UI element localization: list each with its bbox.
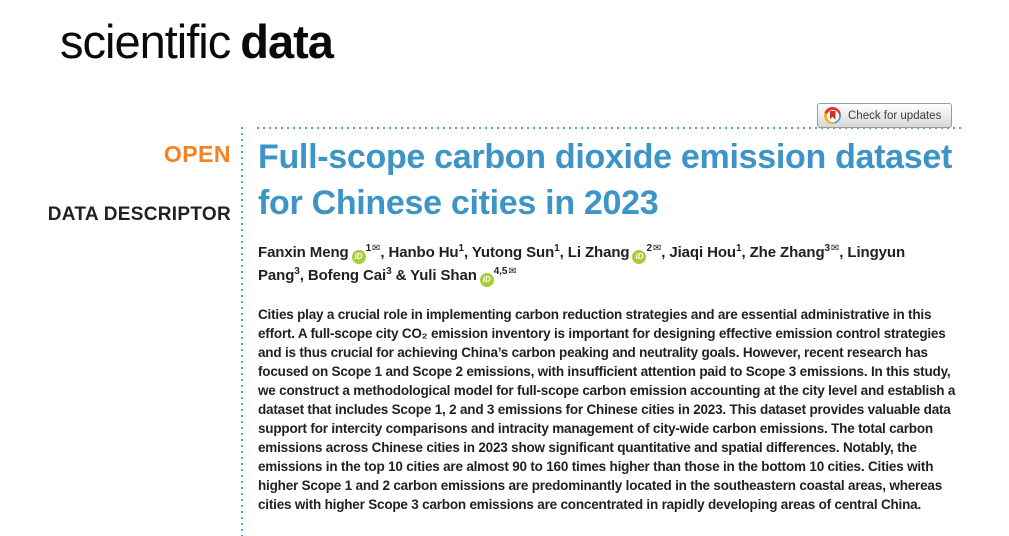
abstract-text: Cities play a crucial role in implementing carbon reduction strategies and are essential administrative in this effort. A full-scope city CO₂ emission inventory is important for designing effective emission control strategies and is thus crucial for achieving China’s carbon peaking and neutrality goals. However, recent research has focused on Scope 1 and Scope 2 emissions, with insufficient attention paid to Scope 3 emissions. In this study, we construct a methodological model for full-scope carbon emission accounting at the city level and establish a dataset that includes Scope 1, 2 and 3 emissions for Chinese cities in 2023. This dataset provides valuable data support for intercity comparisons and intracity management of city-wide carbon emissions. The total carbon emissions across Chinese cities in 2023 show significant quantitative and spatial differences. Notably, the emissions in the top 10 cities are almost 90 to 160 times higher than those in the bottom 10 cities. Cities with higher Scope 1 and 2 carbon emissions are predominantly located in the southeastern coastal areas, whereas cities with higher Scope 3 carbon emissions are concentrated in rapidly developing areas of central China. [258, 307, 956, 512]
author-name: Hanbo Hu [388, 244, 459, 261]
article-type-label: DATA DESCRIPTOR [47, 204, 231, 225]
author-affiliation-superscript: 3 [294, 266, 300, 277]
email-icon[interactable]: ✉ [652, 243, 662, 254]
author-affiliation-superscript: 3✉ [824, 243, 840, 254]
author-separator: , [299, 267, 308, 284]
article-title: Full-scope carbon dioxide emission dataset for Chinese cities in 2023 [258, 138, 953, 222]
author-list [258, 241, 964, 287]
journal-logo [60, 14, 333, 69]
author-name: Li Zhang [567, 244, 630, 261]
journal-logo-bold: data [240, 15, 333, 68]
author-separator: , [559, 244, 568, 261]
author-affiliation-superscript: 1✉ [365, 243, 381, 254]
author-name: Lingyun Pang [258, 244, 906, 284]
author-affiliation-superscript: 2✉ [646, 243, 662, 254]
orcid-icon[interactable]: iD [480, 273, 494, 287]
author-affiliation-superscript: 1 [554, 243, 560, 254]
author-separator: , [741, 244, 750, 261]
check-for-updates-button[interactable] [817, 103, 952, 128]
email-icon[interactable]: ✉ [372, 243, 381, 254]
author-separator: , [839, 244, 848, 261]
author-affiliation-superscript: 4,5✉ [493, 266, 517, 277]
author-affiliation-superscript: 1 [458, 243, 464, 254]
author-affiliation-superscript: 1 [735, 243, 742, 254]
author-name: Yutong Sun [471, 244, 555, 261]
author-affiliation-superscript: 3 [386, 266, 392, 277]
author [669, 244, 749, 261]
author-name: Bofeng Cai [307, 267, 387, 284]
email-icon[interactable]: ✉ [508, 266, 517, 277]
author-separator: , [661, 244, 670, 261]
author [472, 244, 568, 261]
article-content [258, 134, 964, 514]
email-icon[interactable]: ✉ [831, 243, 840, 254]
author [258, 244, 388, 261]
author [750, 244, 848, 261]
crossmark-icon [824, 107, 841, 124]
author-separator: & [391, 267, 411, 284]
open-access-label: OPEN [163, 141, 231, 167]
orcid-icon[interactable]: iD [632, 250, 646, 264]
author-separator: , [380, 244, 389, 261]
author-name: Fanxin Meng [258, 244, 349, 261]
author-name: Yuli Shan [410, 267, 477, 284]
author [410, 267, 517, 284]
author-name: Jiaqi Hou [669, 244, 736, 261]
vertical-dotted-rule [241, 127, 243, 536]
orcid-icon[interactable]: iD [352, 250, 366, 264]
journal-logo-light: scientific [60, 15, 231, 68]
author-separator: , [463, 244, 472, 261]
author-name: Zhe Zhang [749, 244, 825, 261]
author [568, 244, 670, 261]
check-for-updates-label: Check for updates [848, 109, 942, 122]
author [308, 267, 410, 284]
author [388, 244, 471, 261]
